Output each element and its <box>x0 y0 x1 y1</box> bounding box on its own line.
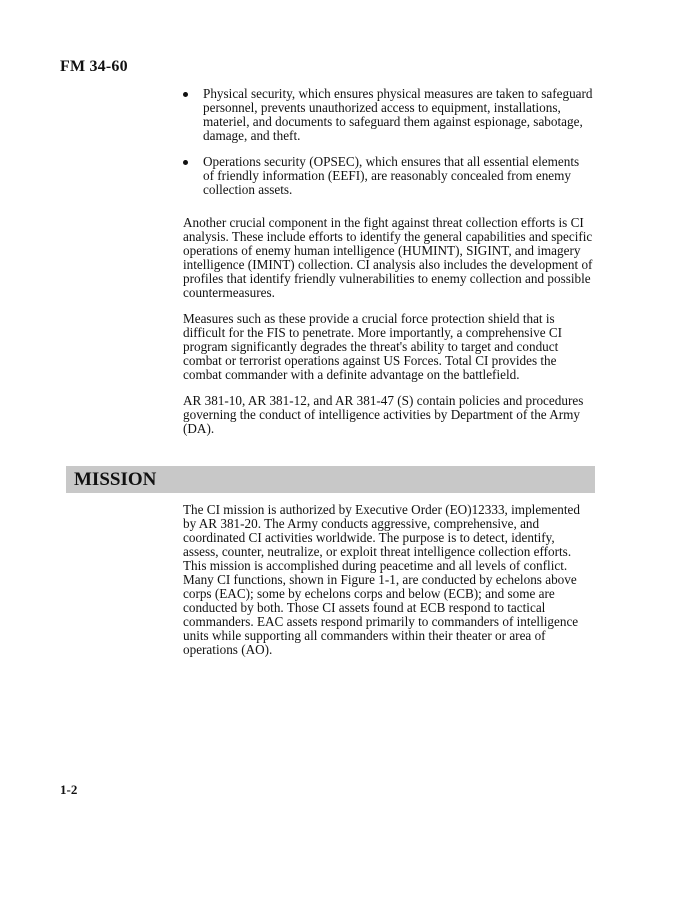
mission-body <box>183 503 593 669</box>
list-item <box>183 155 593 197</box>
list-item <box>183 87 593 143</box>
section-heading-bar <box>66 466 595 493</box>
page-number: 1-2 <box>60 782 78 797</box>
paragraph: Measures such as these provide a crucial force protection shield that is difficult for the FIS to penetrate. More importantly, a comprehensive CI program significantly degrades the threat's ability to target and conduct combat or terrorist operations against US Forces. Total CI provides the combat commander with a definite advantage on the battlefield. <box>183 311 563 382</box>
paragraph: Another crucial component in the fight against threat collection efforts is CI analysis. These include efforts to identify the general capabilities and specific operations of enemy human intelligence (HUMINT), SIGINT, and imagery intelligence (IMINT) collection. CI analysis also includes the development of profiles that identify friendly vulnerabilities to enemy collection and possible countermeasures. <box>183 215 593 300</box>
document-code: FM 34-60 <box>60 58 128 75</box>
bullet-icon <box>183 160 188 165</box>
paragraph: The CI mission is authorized by Executive Order (EO)12333, implemented by AR 381-20. The Army conducts aggressive, comprehensive, and coordinated CI activities worldwide. The purpose is to detect, identify, assess, counter, neutralize, or exploit threat intelligence collection efforts. This mission is accomplished during peacetime and all levels of conflict. Many CI functions, shown in Figure 1-1, are conducted by echelons above corps (EAC); some by echelons corps and below (ECB); and some are conducted by both. Those CI assets found at ECB respond to tactical commanders. EAC assets respond primarily to commanders of intelligence units while supporting all commanders within their theater or area of operations (AO). <box>183 502 580 657</box>
bullet-text: Physical security, which ensures physical measures are taken to safeguard personnel, prevents unauthorized access to equipment, installations, materiel, and documents to safeguard them against espionage, sabotage, damage, and theft. <box>203 86 593 143</box>
bullet-icon <box>183 92 188 97</box>
section-heading: MISSION <box>74 469 157 490</box>
bullet-list <box>183 87 593 209</box>
body-text <box>183 216 593 448</box>
paragraph: AR 381-10, AR 381-12, and AR 381-47 (S) contain policies and procedures governing the conduct of intelligence activities by Department of the Army (DA). <box>183 393 584 436</box>
bullet-text: Operations security (OPSEC), which ensures that all essential elements of friendly information (EEFI), are reasonably concealed from enemy collection assets. <box>203 154 580 197</box>
